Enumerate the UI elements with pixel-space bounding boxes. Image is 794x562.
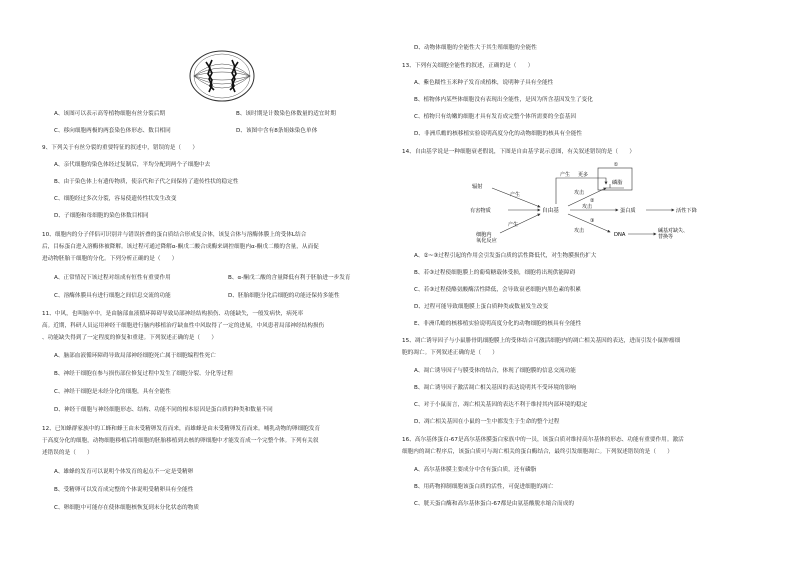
q10-option-b: B、α-酮戊二酸的含量降低有利于胚胎进一步发育 [228,275,351,281]
q13-option-b: B、植物体内某些体细胞没有表现出全能性，是因为所含基因发生了变化 [414,97,593,103]
fig-dna: DNA [614,232,626,238]
q16-option-b: B、用药物抑制细胞该蛋白质的活性，可促进细胞的凋亡 [414,484,554,490]
q10-option-d: D、胚胎细胞分化后细胞的功能还保持多能性 [228,293,340,299]
q9-option-b: B、由于染色体上有遗传物质，使亲代和子代之间保持了遗传性状的稳定性 [54,179,239,185]
q12-option-a: A、雄蜂的发育可以说明个体发育的起点不一定是受精卵 [54,469,194,475]
q13-option-c: C、植物只有幼嫩的细胞才具有发育成完整个体所需要的全套基因 [414,114,576,120]
fig-radiation: 辐射 [472,184,483,190]
q10-stem-line3: 进动物胚胎干细胞的分化。下列分析正确的是（ ） [42,256,178,262]
fig-harmful-substance: 有害物质 [470,208,491,214]
q12-option-c: C、卵细胞中可能存在使体细胞核恢复到未分化状态的物质 [54,505,200,511]
q15-option-b: B、凋亡诱导因子激活凋亡相关基因的表达说明其不受环境的影响 [414,385,576,391]
fig-protein: 蛋白质 [620,208,636,214]
fig-phospholipid: 磷脂 [612,180,623,186]
q8-option-a: A、该图可以表示高等植物细胞有丝分裂后期 [54,111,166,117]
fig-attack-3: 攻击 [574,228,585,234]
q14-stem: 14、自由基学说是一种细胞衰老假说，下图是自由基学说示意图，有关叙述错误的是（ ） [402,149,635,155]
q11-stem-line2: 高。近期，科研人员运用神经干细胞进行脑内移植治疗缺血性中风取得了一定的进展，中风患者局部神经结构损伤 [42,323,325,329]
q12-stem-line1: 12、已知蜂群家族中的工蜂和蜂王由未受精卵发育而来，而雄蜂是由未受精卵发育而来。哺乳动物的卵细胞发育 [42,426,321,432]
q14-extra-line: E、非洲爪蟾的核移植实验说明高度分化的动物细胞的核具有全能性 [414,321,582,327]
q13-option-d: D、非洲爪蟾的核移植实验说明高度分化的动物细胞的核具有全能性 [414,131,583,137]
q15-option-d: D、凋亡相关基因在小鼠的一生中都发生于生命的整个过程 [414,419,560,425]
q11-option-d: D、神经干细胞与神经细胞形态、结构、功能不同的根本原因是蛋白质的种类和数量不同 [54,407,273,413]
q9-option-c: C、细胞经过多次分裂，容易使遗传性状发生改变 [54,196,177,202]
q12-option-d: D、动物体细胞的全能性大于其生殖细胞的全能性 [414,45,537,51]
q15-option-a: A、凋亡诱导因子与膜受体的结合，体现了细胞膜的信息交流功能 [414,368,576,374]
q11-stem-line3: 、功能缺失得到了一定程度的修复和重建。下列叙述正确的是（ ） [42,335,217,341]
q11-option-a: A、脑部血液循环障碍导致局部神经细胞死亡属于细胞编程性死亡 [54,353,216,359]
q8-option-b: B、该时期是计数染色体数量的适宜时期 [236,111,336,117]
q8-option-d: D、该图中含有8条姐妹染色单体 [236,128,318,134]
q16-stem-line2: 细胞内的凋亡程序后，该蛋白质可与凋亡相关的蛋白酶结合，最终引发细胞凋亡。下列叙述错误的是（ ） [402,449,673,455]
fig-num-1: ① [613,162,619,168]
q16-option-c: C、胱天蛋白酶和高尔基体蛋白-67都是由氨基酸脱水缩合而成的 [414,501,574,507]
q16-option-a: A、高尔基体膜主要成分中含有蛋白质，还有磷脂 [414,467,537,473]
q14-option-c: C、若③过程使酪氨酸酶活性降低，会导致衰老细胞内黑色素的积累 [414,287,582,293]
q14-option-a: A、②~③过程引起的作用会引发蛋白质的活性降低代，对生物膜损伤扩大 [414,253,597,259]
q8-option-c: C、移向细胞两极的两套染色体形态、数目相同 [54,128,171,134]
q11-option-c: C、神经干细胞是未经分化的细胞，具有全能性 [54,389,171,395]
q13-option-a: A、紫色糯性玉米种子发育成植株，说明种子具有全能性 [414,80,554,86]
mitosis-anaphase-figure [188,48,256,104]
q9-option-a: A、亲代细胞的染色体经过复制后，平均分配到两个子细胞中去 [54,162,211,168]
q14-option-b: B、若③过程使细胞膜上的葡萄糖载体受损，细胞将出现供能障碍 [414,270,576,276]
q16-stem-line1: 16、高尔基体蛋白-67是高尔基体膜蛋白家族中的一员，该蛋白质对维持高尔基体的形态、功能有重要作用。激活 [402,437,684,443]
fig-activity-down: 活性下降 [676,208,697,214]
fig-num-3: ③ [590,218,595,224]
fig-mutation: 碱基对缺失、替换等 [658,228,689,240]
q10-option-a: A、正常情况下该过程对组成有恒性有重要作用 [54,275,171,281]
q10-stem-line1: 10、细胞内的分子伴侣可识别并与错误折叠的蛋白质结合形成复合体，该复合体与溶酶体膜上的受体L结合 [42,232,307,238]
free-radical-diagram [470,160,710,246]
q13-stem: 13、下列有关细胞全能性的叙述，正确的是（ ） [402,63,534,69]
fig-attack-2: 攻击 [582,204,593,210]
q15-option-c: C、对于小鼠而言，凋亡相关基因的表达不利于维持其内部环境的稳定 [414,402,588,408]
fig-produce-3: 产生 [560,172,571,178]
q11-option-b: B、神经干细胞在参与损伤部位修复过程中发生了细胞分裂、分化等过程 [54,371,233,377]
q10-stem-line2: 后，目标蛋白进入溶酶体被降解。该过程可通过降解α-酮戊二酸合成酶来调控细胞内α-酮戊二酸的含量，从而促 [42,244,319,250]
fig-free-radical: 自由基 [542,208,559,214]
q12-stem-line3: 述错误的是（ ） [42,450,93,456]
fig-more: 更多 [578,172,589,178]
fig-produce-2: 产生 [508,222,519,228]
q12-stem-line2: 于高度分化的细胞，动物细胞移植后将细胞的胚胎移植到去核的卵细胞中才能发育成一个完整个体。下列有关叙 [42,438,319,444]
fig-produce-1: 产生 [510,192,521,198]
fig-oxidation: 细胞内氧化反应 [476,232,497,244]
q12-option-b: B、受精卵可以发育成完整的个体说明受精卵具有全能性 [54,487,194,493]
q15-stem-line1: 15、凋亡诱导因子与小鼠腓骨肌细胞膜上的受体结合可激活细胞内的凋亡相关基因的表达，进而引发小鼠肿瘤细 [402,338,681,344]
q9-stem: 9、下列关于有丝分裂的重要特征的叙述中，错误的是（ ） [42,145,198,151]
q15-stem-line2: 胞的凋亡。下列叙述正确的是（ ） [402,350,498,356]
q9-option-d: D、子细胞和母细胞的染色体数目相同 [54,213,149,219]
fig-num-2: ② [590,198,595,204]
fig-attack-1: 攻击 [574,190,585,196]
q10-option-c: C、溶酶体膜具有进行细胞之间信息交流的功能 [54,293,171,299]
q14-option-d: D、过程可能导致细胞膜上蛋白质种类或数量发生改变 [414,304,549,310]
q11-stem-line1: 11、中风，也叫脑卒中，是由脑部血液循环障碍导致局部神经结构损伤、功能缺失，一般发病快，病死率 [42,311,304,317]
